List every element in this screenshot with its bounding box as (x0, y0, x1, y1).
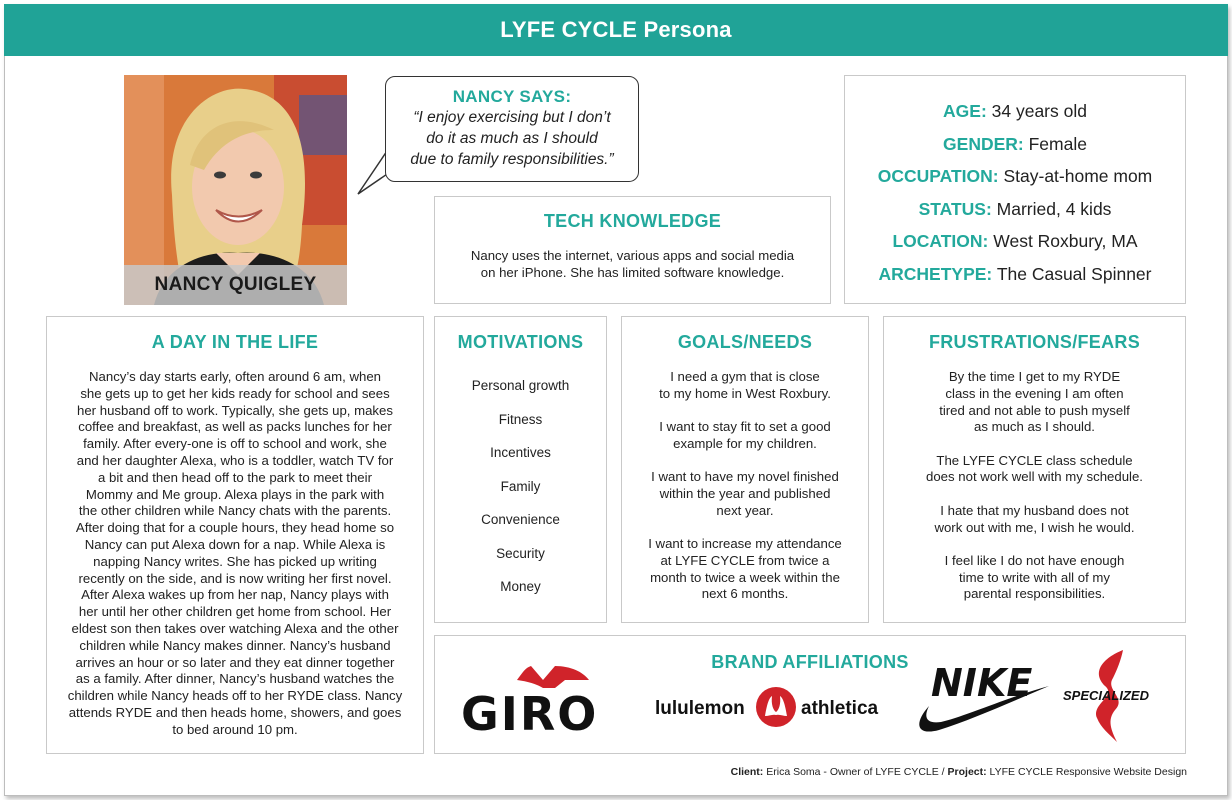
text-line: recently on the side, and is now writing her first novel. (78, 570, 392, 586)
text-line: Nancy uses the internet, various apps and social media (470, 248, 795, 263)
text-line: month to twice a week within the (650, 569, 840, 585)
text-line: as a family. After dinner, Nancy’s husband watches the (75, 671, 395, 687)
list-item: Convenience (481, 512, 560, 527)
fact-label: STATUS: (918, 198, 992, 219)
text-line: at LYFE CYCLE from twice a (660, 552, 830, 568)
paragraph (634, 536, 856, 603)
paragraph (634, 469, 856, 519)
lululemon-mark-icon (655, 686, 887, 730)
text-line: Nancy can put Alexa down for a nap. While Alexa is (84, 536, 386, 552)
text-line: family. After every-one is off to school and work, she (83, 436, 387, 452)
paragraph (924, 503, 1145, 537)
list-item: Incentives (490, 445, 551, 460)
fact-value: The Casual Spinner (996, 263, 1152, 284)
footer-credits (731, 766, 1187, 778)
demographics-box (844, 75, 1186, 304)
section-heading: GOALS/NEEDS (677, 332, 813, 352)
text-line: as much as I should. (974, 419, 1095, 435)
text-line: time to write with all of my (959, 569, 1110, 585)
paragraph (924, 453, 1145, 487)
giro-wordmark: GIRO (461, 687, 599, 738)
section-heading: MOTIVATIONS (457, 332, 584, 352)
tech-text (435, 248, 830, 282)
text-line: class in the evening I am often (945, 385, 1124, 401)
text-line: napping Nancy writes. She has picked up writing (93, 553, 377, 569)
text-line: children while Nancy heads off to her RYDE class. Nancy (67, 688, 403, 704)
text-line: The LYFE CYCLE class schedule (936, 452, 1133, 468)
fact-value: Stay-at-home mom (1003, 166, 1153, 186)
text-line: Nancy’s day starts early, often around 6 am, when (89, 369, 381, 384)
quote-line: due to family responsibilities.” (410, 151, 614, 168)
text-line: on her iPhone. She has limited software knowledge. (480, 264, 785, 280)
paragraph (634, 369, 856, 403)
frustrations-box (883, 316, 1186, 623)
nike-wordmark: NIKE (931, 661, 1033, 705)
paragraph (634, 419, 856, 453)
text-line: she gets up to get her kids ready for school and sees (80, 385, 390, 401)
text-line: within the year and published (659, 485, 831, 501)
specialized-logo (1061, 648, 1161, 744)
specialized-wordmark: SPECIALIZED (1063, 688, 1149, 703)
client-label: Client: (730, 766, 764, 778)
text-line: to bed around 10 pm. (172, 721, 298, 737)
giro-logo (459, 658, 629, 738)
list-item: Money (500, 579, 541, 594)
nike-logo (911, 656, 1051, 736)
text-line: tired and not able to push myself (939, 402, 1130, 418)
fact-age (845, 95, 1185, 128)
persona-photo (124, 75, 347, 305)
text-line: eldest son then takes over watching Alexa and the other (71, 620, 399, 636)
fact-value: West Roxbury, MA (993, 231, 1138, 251)
section-heading: TECH KNOWLEDGE (543, 211, 722, 231)
text-line: I want to have my novel finished (651, 469, 839, 485)
paragraph (924, 369, 1145, 436)
goals-text (622, 369, 868, 603)
goals-needs-box (621, 316, 869, 623)
list-item: Security (496, 545, 545, 561)
specialized-mark-icon (1061, 648, 1161, 744)
brand-affiliations-box (434, 635, 1186, 754)
motivations-box (434, 316, 607, 623)
text-line: I hate that my husband does not (940, 502, 1129, 518)
text-line: and her daughter Alexa, who is a toddler, watch TV for (76, 452, 394, 468)
fact-value: Married, 4 kids (996, 198, 1112, 219)
text-line: I feel like I do not have enough (944, 552, 1125, 568)
section-heading: A DAY IN THE LIFE (151, 332, 319, 352)
page-title: LYFE CYCLE Persona (4, 4, 1228, 56)
text-line: her until her other children get home from school. Her (78, 604, 392, 620)
persona-name: NANCY QUIGLEY (124, 265, 347, 305)
fact-status (845, 193, 1185, 226)
list-item: Personal growth (471, 378, 570, 393)
text-line: Mommy and Me group. Alexa plays in the park with (85, 486, 385, 502)
text-line: By the time I get to my RYDE (948, 369, 1121, 384)
lululemon-logo (655, 686, 887, 730)
text-line: the other children while Nancy chats with the parents. (78, 503, 392, 519)
client-value: Erica Soma - Owner of LYFE CYCLE / (766, 766, 945, 778)
quote-bubble (385, 76, 639, 182)
quote-line: do it as much as I should (426, 130, 598, 147)
text-line: I want to increase my attendance (648, 536, 842, 552)
fact-archetype (845, 258, 1185, 291)
giro-mark-icon (459, 658, 629, 738)
fact-value: Female (1028, 133, 1087, 154)
text-line: I need a gym that is close (670, 369, 820, 384)
fact-label: LOCATION: (892, 231, 989, 251)
text-line: After doing that for a couple hours, they head home so (75, 520, 395, 536)
text-line: parental responsibilities. (963, 586, 1106, 602)
text-line: her husband off to work. Typically, she gets up, makes (77, 402, 393, 418)
list-item: Family (500, 478, 541, 494)
frustrations-text (884, 369, 1185, 603)
fact-label: AGE: (943, 101, 987, 121)
project-label: Project: (947, 766, 987, 778)
paragraph (924, 553, 1145, 603)
text-line: coffee and breakfast, as well as packs lunches for her (78, 419, 392, 435)
section-heading: BRAND AFFILIATIONS (711, 652, 909, 672)
text-line: children while Nancy makes dinner. Nancy’s husband (79, 637, 391, 653)
lululemon-left-text: lululemon (655, 698, 745, 719)
text-line: After Alexa wakes up from her nap, Nancy plays with (81, 587, 389, 603)
fact-label: OCCUPATION: (877, 166, 999, 186)
text-line: to my home in West Roxbury. (659, 385, 831, 401)
text-line: example for my children. (673, 435, 817, 451)
text-line: I want to stay fit to set a good (659, 419, 831, 435)
text-line: a bit and then head off to the park to meet their (98, 469, 372, 485)
lululemon-right-text: athletica (801, 698, 879, 719)
project-value: LYFE CYCLE Responsive Website Design (989, 766, 1187, 778)
fact-location (845, 225, 1185, 258)
list-item: Fitness (498, 411, 543, 427)
quote-line: “I enjoy exercising but I don’t (413, 109, 611, 126)
text-line: next 6 months. (701, 586, 789, 602)
day-text (47, 369, 423, 739)
day-in-life-box (46, 316, 424, 754)
motivations-list (435, 369, 606, 604)
fact-occupation (845, 160, 1185, 193)
nike-mark-icon (911, 656, 1051, 736)
text-line: next year. (716, 502, 774, 518)
fact-value: 34 years old (991, 101, 1087, 121)
text-line: work out with me, I wish he would. (934, 519, 1135, 535)
fact-label: ARCHETYPE: (878, 263, 993, 284)
fact-gender (845, 128, 1185, 161)
quote-heading: NANCY SAYS: (452, 87, 572, 106)
text-line: does not work well with my schedule. (926, 469, 1143, 485)
section-heading: FRUSTRATIONS/FEARS (928, 332, 1141, 352)
text-line: attends RYDE and then heads home, showers, and goes (68, 704, 402, 720)
fact-label: GENDER: (943, 133, 1024, 154)
text-line: arrives an hour or so later and they eat dinner together (75, 654, 395, 670)
tech-knowledge-box (434, 196, 831, 304)
